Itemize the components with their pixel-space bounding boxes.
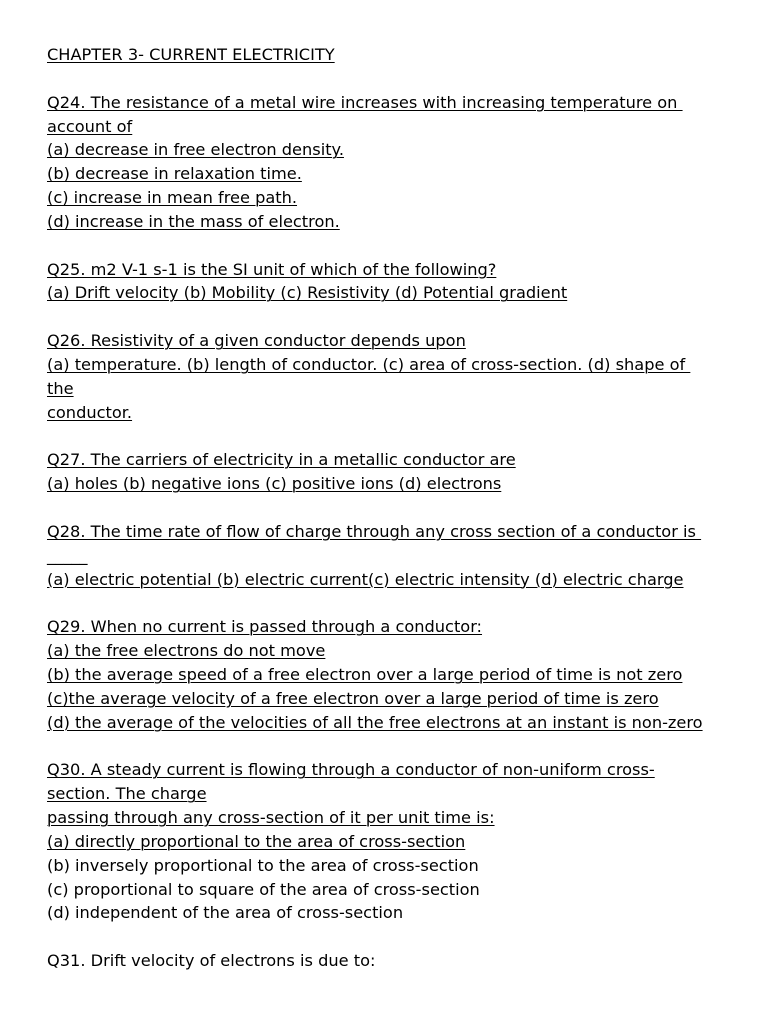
question-block-q26 (47, 329, 737, 424)
option-line: (a) the free electrons do not move (47, 641, 326, 661)
answer-blank: _____ (47, 545, 88, 565)
option-line: (b) decrease in relaxation time. (47, 164, 302, 184)
blank-line (47, 591, 737, 615)
question-line: Q24. The resistance of a metal wire increases with increasing temperature on (47, 92, 683, 112)
blank-line (47, 305, 737, 329)
option-line: (a) electric potential (b) electric current(c) electric intensity (d) electric charge (47, 569, 684, 589)
question-line: Q25. m2 V-1 s-1 is the SI unit of which of the following? (47, 259, 497, 279)
blank-line (47, 425, 737, 449)
question-line: section. The charge (47, 784, 207, 804)
option-line: conductor. (47, 402, 133, 422)
blank-line (47, 67, 737, 91)
option-line: (a) Drift velocity (b) Mobility (c) Resistivity (d) Potential gradient (47, 283, 568, 303)
option-line: (d) increase in the mass of electron. (47, 211, 340, 231)
blank-line (47, 496, 737, 520)
blank-line (47, 734, 737, 758)
chapter-title: CHAPTER 3- CURRENT ELECTRICITY (47, 45, 335, 64)
question-line: Q31. Drift velocity of electrons is due to: (47, 951, 376, 971)
question-line: Q28. The time rate of flow of charge through any cross section of a conductor is (47, 521, 702, 541)
option-line: (a) temperature. (b) length of conductor. (c) area of cross-section. (d) shape of (47, 354, 691, 374)
question-block-q31 (47, 949, 737, 973)
question-block-q28 (47, 520, 737, 592)
option-line: (c) proportional to square of the area of cross-section (47, 879, 480, 899)
option-line: (c)the average velocity of a free electron over a large period of time is zero (47, 688, 659, 708)
option-line: (c) increase in mean free path. (47, 188, 298, 208)
question-line: Q27. The carriers of electricity in a metallic conductor are (47, 450, 516, 470)
option-line: (d) independent of the area of cross-section (47, 903, 404, 923)
blank-line (47, 234, 737, 258)
question-line: Q29. When no current is passed through a conductor: (47, 617, 483, 637)
blank-line (47, 925, 737, 949)
question-line: Q30. A steady current is flowing through a conductor of non-uniform cross- (47, 760, 655, 780)
question-block-q25 (47, 258, 737, 306)
question-line: Q26. Resistivity of a given conductor depends upon (47, 331, 466, 351)
document-body (47, 43, 737, 973)
option-line: (a) decrease in free electron density. (47, 140, 344, 160)
question-line: passing through any cross-section of it per unit time is: (47, 808, 495, 827)
option-line: (b) inversely proportional to the area of cross-section (47, 855, 479, 875)
question-block-q29 (47, 615, 737, 734)
option-line: the (47, 378, 74, 398)
question-block-q27 (47, 448, 737, 496)
option-line: (b) the average speed of a free electron over a large period of time is not zero (47, 664, 683, 684)
option-line: (a) holes (b) negative ions (c) positive ions (d) electrons (47, 474, 502, 494)
question-line: account of (47, 116, 133, 136)
option-line: (d) the average of the velocities of all the free electrons at an instant is non-zero (47, 712, 703, 732)
question-block-q24 (47, 91, 737, 234)
question-block-q30 (47, 758, 737, 925)
option-line: (a) directly proportional to the area of cross-section (47, 831, 466, 851)
